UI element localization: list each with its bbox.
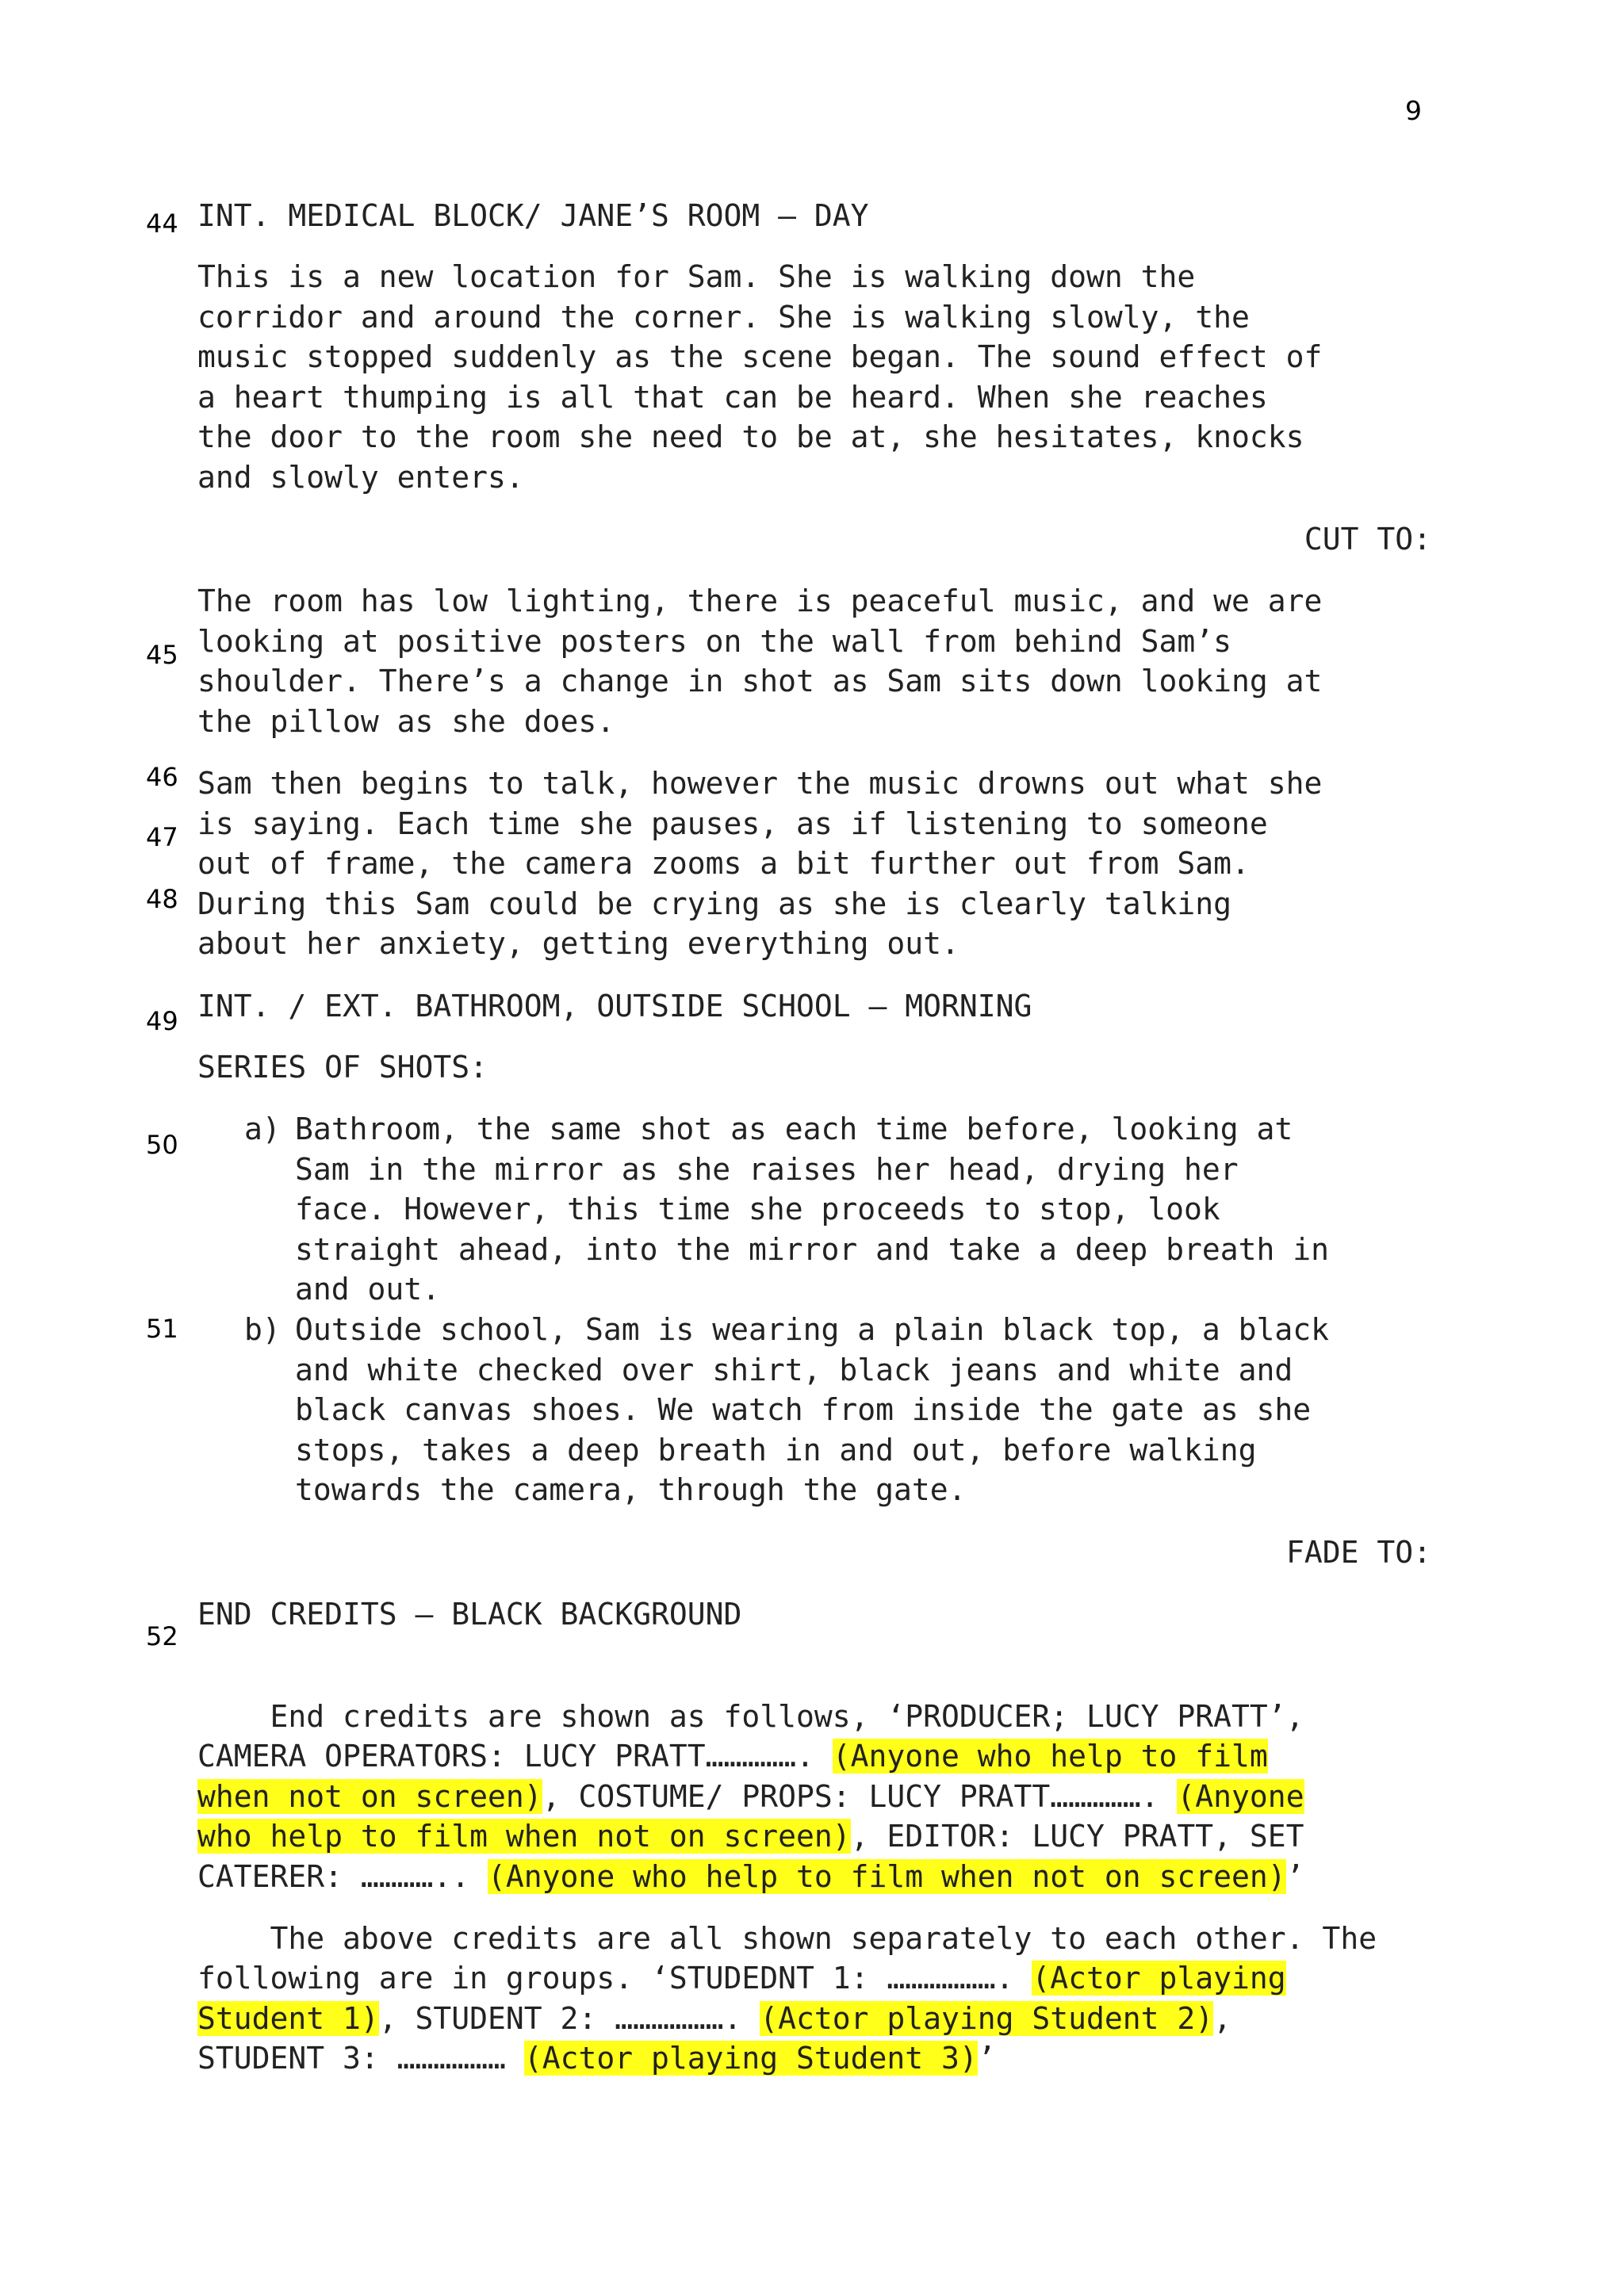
highlighted-note: (Actor playing Student 2) xyxy=(760,2000,1214,2036)
scene-number-50: 50 xyxy=(146,1130,178,1160)
page-number: 9 xyxy=(1405,95,1422,126)
scene-number-49: 49 xyxy=(146,1006,178,1036)
transition-fade-to: FADE TO: xyxy=(1285,1535,1431,1570)
groups-paragraph xyxy=(197,1878,1434,2118)
highlighted-note: (Anyone who help to film when not on screen) xyxy=(488,1858,1286,1894)
highlighted-note: (Anyone who help to film when not on screen) xyxy=(197,1778,1304,1854)
scene-number-45: 45 xyxy=(146,640,178,670)
scene-number-47: 47 xyxy=(146,822,178,852)
scene-number-51: 51 xyxy=(146,1314,178,1344)
scene-number-46: 46 xyxy=(146,762,178,792)
series-of-shots-label: SERIES OF SHOTS: xyxy=(197,1050,488,1085)
highlighted-note: (Actor playing Student 1) xyxy=(197,1961,1286,2036)
list-item-a: Bathroom, the same shot as each time before, looking at Sam in the mirror as she raises her head, drying her face. However, this time she proceeds to stop, look straight ahead, into the mirror and take a deep breath in and out. xyxy=(295,1112,1330,1307)
credits-text: ’ xyxy=(1285,1858,1304,1894)
action-paragraph-44: This is a new location for Sam. She is walking down the corridor and around the corner. She is walking slowly, the music stopped suddenly as the scene began. The sound effect of a heart thumping is all that can be heard. When she reaches the door to the room she need to be at, she hesitates, knocks and slowly enters. xyxy=(197,259,1323,495)
groups-text: ’ xyxy=(977,2041,996,2076)
action-paragraph-46: Sam then begins to talk, however the music drowns out what she is saying. Each time she pauses, as if listening to someone out of frame, the camera zooms a bit further out from Sam. During this Sam could be crying as she is clearly talking about her anxiety, getting everything out. xyxy=(197,766,1323,961)
scene-heading-49: INT. / EXT. BATHROOM, OUTSIDE SCHOOL – MORNING xyxy=(197,989,1032,1024)
scene-heading-52: END CREDITS – BLACK BACKGROUND xyxy=(197,1597,742,1632)
list-marker-b: b) xyxy=(244,1312,281,1347)
transition-cut-to: CUT TO: xyxy=(1304,522,1431,557)
list-item-b: Outside school, Sam is wearing a plain black top, a black and white checked over shirt, black jeans and white and black canvas shoes. We watch from inside the gate as she stops, takes a deep breath in and out, before walking towards the camera, through the gate. xyxy=(295,1312,1330,1507)
highlighted-note: (Actor playing Student 3) xyxy=(523,2041,978,2076)
credits-text: End credits are shown as follows, ‘PRODUCER; LUCY PRATT’, CAMERA OPERATORS: LUCY PRATT……………. xyxy=(197,1698,1304,1774)
action-paragraph-45: The room has low lighting, there is peaceful music, and we are looking at positive posters on the wall from behind Sam’s shoulder. There’s a change in shot as Sam sits down looking at the pillow as she does. xyxy=(197,584,1323,739)
scene-number-48: 48 xyxy=(146,884,178,914)
groups-text: The above credits are all shown separately to each other. The following are in groups. ‘STUDEDNT 1: ………………. xyxy=(197,1920,1377,1996)
groups-text: , STUDENT 3: ……………… xyxy=(197,2000,1232,2076)
credits-text: , EDITOR: LUCY PRATT, SET CATERER: ………….. xyxy=(197,1819,1304,1894)
scene-number-52: 52 xyxy=(146,1621,178,1651)
list-marker-a: a) xyxy=(244,1112,281,1146)
credits-text: , COSTUME/ PROPS: LUCY PRATT……………. xyxy=(542,1778,1178,1814)
scene-number-44: 44 xyxy=(146,209,178,239)
scene-heading-44: INT. MEDICAL BLOCK/ JANE’S ROOM – DAY xyxy=(197,198,869,233)
groups-text: , STUDENT 2: ………………. xyxy=(378,2000,760,2036)
highlighted-note: (Anyone who help to film when not on screen) xyxy=(197,1739,1268,1814)
